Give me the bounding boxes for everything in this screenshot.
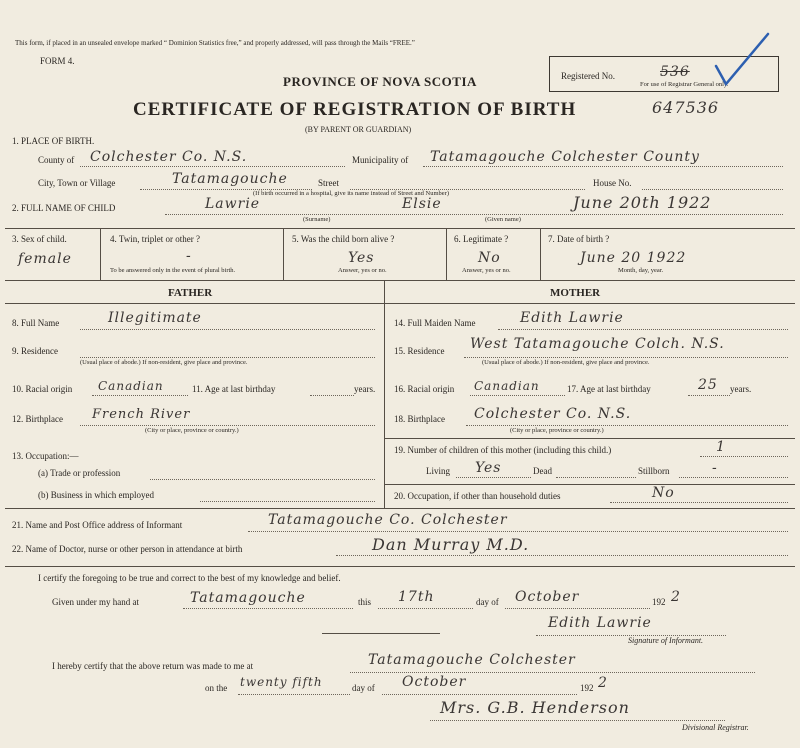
registrar-place: Tatamagouche Colchester bbox=[368, 652, 576, 668]
legitimate-label: 6. Legitimate ? bbox=[454, 234, 509, 244]
certificate-number: 647536 bbox=[652, 98, 720, 117]
registrar-year-prefix: 192 bbox=[580, 683, 594, 693]
place-of-birth-label: 1. PLACE OF BIRTH. bbox=[12, 136, 95, 146]
father-birthplace-label: 12. Birthplace bbox=[12, 414, 63, 424]
mother-age-label: 17. Age at last birthday bbox=[567, 384, 651, 394]
given-name-caption: (Given name) bbox=[485, 216, 521, 223]
birth-date-written: June 20th 1922 bbox=[573, 193, 712, 212]
mother-maiden-label: 14. Full Maiden Name bbox=[394, 318, 476, 328]
house-label: House No. bbox=[593, 178, 632, 188]
sex-label: 3. Sex of child. bbox=[12, 234, 67, 244]
father-heading: FATHER bbox=[168, 287, 213, 299]
mother-racial-label: 16. Racial origin bbox=[394, 384, 455, 394]
twin-label: 4. Twin, triplet or other ? bbox=[110, 234, 200, 244]
mother-children-value: 1 bbox=[716, 439, 726, 455]
county-value: Colchester Co. N.S. bbox=[90, 149, 248, 165]
informant-value: Tatamagouche Co. Colchester bbox=[268, 512, 508, 528]
mother-age-value: 25 bbox=[698, 377, 718, 393]
informant-label: 21. Name and Post Office address of Informant bbox=[12, 520, 183, 530]
mother-racial-value: Canadian bbox=[474, 379, 540, 393]
mother-birthplace-note: (City or place, province or country.) bbox=[510, 427, 604, 434]
given-year-prefix: 192 bbox=[652, 597, 666, 607]
mother-birthplace-label: 18. Birthplace bbox=[394, 414, 445, 424]
father-name-label: 8. Full Name bbox=[12, 318, 60, 328]
registrar-year-value: 2 bbox=[598, 675, 608, 691]
this-label: this bbox=[358, 597, 372, 607]
living-label: Living bbox=[426, 466, 450, 476]
father-birthplace-note: (City or place, province or country.) bbox=[145, 427, 239, 434]
father-age-label: 11. Age at last birthday bbox=[192, 384, 276, 394]
father-birthplace-value: French River bbox=[92, 407, 191, 422]
mother-residence-note: (Usual place of abode.) If non-resident, give place and province. bbox=[482, 359, 650, 366]
given-day: 17th bbox=[398, 589, 435, 605]
dead-label: Dead bbox=[533, 466, 552, 476]
municipality-label: Municipality of bbox=[352, 155, 409, 165]
county-label: County of bbox=[38, 155, 75, 165]
mother-maiden-value: Edith Lawrie bbox=[520, 310, 624, 326]
father-residence-label: 9. Residence bbox=[12, 346, 58, 356]
given-day-of-label: day of bbox=[476, 597, 499, 607]
mother-age-units: years. bbox=[730, 384, 752, 394]
dob-label: 7. Date of birth ? bbox=[548, 234, 610, 244]
dob-note: Month, day, year. bbox=[618, 267, 664, 274]
divisional-registrar-caption: Divisional Registrar. bbox=[682, 723, 749, 732]
father-racial-label: 10. Racial origin bbox=[12, 384, 73, 394]
mailing-notice: This form, if placed in an unsealed envelope marked “ Dominion Statistics free,” and properly addressed, will pass through the Mails “FREE.” bbox=[15, 39, 415, 47]
living-value: Yes bbox=[475, 460, 502, 476]
informant-signature-caption: Signature of Informant. bbox=[628, 636, 704, 645]
street-note: (If birth occurred in a hospital, give its name instead of Street and Number) bbox=[253, 190, 450, 197]
given-under-label: Given under my hand at bbox=[52, 597, 139, 607]
blue-checkmark-icon bbox=[712, 30, 772, 88]
legitimate-value: No bbox=[478, 250, 501, 266]
registrar-signature: Mrs. G.B. Henderson bbox=[440, 698, 630, 717]
given-year-value: 2 bbox=[671, 589, 681, 605]
child-given-name: Elsie bbox=[402, 196, 442, 212]
mother-occupation-value: No bbox=[652, 485, 675, 501]
registrar-only-note: For use of Registrar General only. bbox=[640, 81, 729, 88]
informant-signature: Edith Lawrie bbox=[548, 615, 652, 631]
father-racial-value: Canadian bbox=[98, 379, 164, 393]
registered-label: Registered No. bbox=[561, 71, 615, 81]
street-label: Street bbox=[318, 178, 339, 188]
mother-residence-value: West Tatamagouche Colch. N.S. bbox=[470, 336, 725, 352]
twin-note: To be answered only in the event of plural birth. bbox=[110, 267, 236, 274]
mother-residence-label: 15. Residence bbox=[394, 346, 445, 356]
doctor-label: 22. Name of Doctor, nurse or other person in attendance at birth bbox=[12, 544, 243, 554]
certificate-subtitle: (BY PARENT OR GUARDIAN) bbox=[305, 125, 412, 134]
alive-note: Answer, yes or no. bbox=[338, 267, 387, 274]
mother-birthplace-value: Colchester Co. N.S. bbox=[474, 406, 632, 422]
mother-children-label: 19. Number of children of this mother (including this child.) bbox=[394, 445, 612, 455]
father-business-label: (b) Business in which employed bbox=[38, 490, 154, 500]
dob-value: June 20 1922 bbox=[580, 250, 687, 266]
alive-value: Yes bbox=[348, 250, 375, 266]
city-value: Tatamagouche bbox=[172, 171, 288, 187]
registrar-day-of-label: day of bbox=[352, 683, 375, 693]
municipality-value: Tatamagouche Colchester County bbox=[430, 149, 700, 165]
stillborn-label: Stillborn bbox=[638, 466, 670, 476]
given-place: Tatamagouche bbox=[190, 590, 306, 606]
registrar-day: twenty fifth bbox=[240, 675, 323, 689]
child-name-label: 2. FULL NAME OF CHILD bbox=[12, 203, 116, 213]
legitimate-note: Answer, yes or no. bbox=[462, 267, 511, 274]
stillborn-value: - bbox=[712, 460, 718, 476]
on-the-label: on the bbox=[205, 683, 228, 693]
twin-value: - bbox=[186, 248, 192, 264]
city-label: City, Town or Village bbox=[38, 178, 116, 188]
certify-statement: I certify the foregoing to be true and correct to the best of my knowledge and belief. bbox=[38, 573, 341, 583]
father-occupation-label: 13. Occupation:— bbox=[12, 451, 79, 461]
sex-value: female bbox=[18, 251, 72, 267]
mother-occupation-label: 20. Occupation, if other than household duties bbox=[394, 491, 561, 501]
form-number: FORM 4. bbox=[40, 56, 75, 66]
province-heading: PROVINCE OF NOVA SCOTIA bbox=[283, 74, 477, 89]
father-residence-note: (Usual place of abode.) If non-resident, give place and province. bbox=[80, 359, 248, 366]
registrar-month: October bbox=[402, 674, 467, 690]
certificate-title: CERTIFICATE OF REGISTRATION OF BIRTH bbox=[133, 99, 577, 120]
registrar-statement: I hereby certify that the above return was made to me at bbox=[52, 661, 254, 671]
father-age-units: years. bbox=[354, 384, 376, 394]
mother-heading: MOTHER bbox=[550, 287, 601, 299]
child-surname: Lawrie bbox=[205, 196, 261, 212]
father-name-value: Illegitimate bbox=[108, 310, 202, 326]
doctor-value: Dan Murray M.D. bbox=[372, 535, 530, 554]
given-month: October bbox=[515, 589, 580, 605]
father-trade-label: (a) Trade or profession bbox=[38, 468, 121, 478]
alive-label: 5. Was the child born alive ? bbox=[292, 234, 395, 244]
surname-caption: (Surname) bbox=[303, 216, 331, 223]
registered-number: 536 bbox=[660, 64, 690, 80]
